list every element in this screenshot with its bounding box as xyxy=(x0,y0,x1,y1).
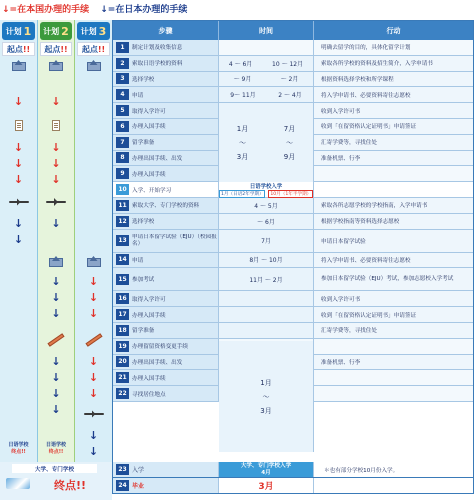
airplane-icon xyxy=(84,410,104,418)
school-entry-caption: 日语学校入学 xyxy=(249,183,283,190)
merged-time-end-a: 3月 xyxy=(236,152,249,161)
school-icon xyxy=(87,60,101,71)
merged-time-2 xyxy=(219,341,314,452)
blue-arrow-icon: ↓ xyxy=(51,275,61,288)
plan-1-start-mark: !! xyxy=(22,44,31,54)
pencil-icon xyxy=(47,333,64,347)
step-number: 8 xyxy=(116,152,129,163)
table-row xyxy=(113,40,473,56)
action-cell: 参加日本留学试验（EJU）考试，参加志愿校入学考试 xyxy=(314,268,473,290)
step-number: 13 xyxy=(116,235,129,246)
action-cell: 收到入学许可书 xyxy=(314,291,473,306)
school-icon xyxy=(12,60,26,71)
step-number: 5 xyxy=(116,105,129,116)
time-cell xyxy=(219,291,314,306)
blue-arrow-icon: ↓ xyxy=(51,387,61,400)
red-arrow-icon: ↓ xyxy=(51,141,61,154)
blue-arrow-icon: ↓ xyxy=(51,217,61,230)
step-number: 21 xyxy=(116,372,129,383)
time-cell xyxy=(219,462,314,477)
blue-arrow-icon: ↓ xyxy=(51,403,61,416)
step-number: 9 xyxy=(116,168,129,179)
table-row xyxy=(112,478,474,494)
plan-1-header[interactable] xyxy=(2,22,35,40)
step-label: 寻找居住地点 xyxy=(132,391,166,398)
table-row xyxy=(113,307,473,323)
merged-time-2-start: 1月 xyxy=(260,378,272,387)
action-cell: 收到「在留资格认定证明书」申请签证 xyxy=(314,307,473,322)
plan-2-column xyxy=(38,20,75,500)
time-cell: ～ 6月 xyxy=(219,214,314,229)
entry-month: 4月 xyxy=(261,469,271,476)
step-label: 办理入国手续 xyxy=(132,124,166,131)
action-cell xyxy=(314,339,473,354)
school-entry-months xyxy=(219,190,313,198)
step-label: 办理入国手续 xyxy=(132,312,166,319)
plan-1-footer xyxy=(1,442,36,455)
action-cell: 收到入学许可书 xyxy=(314,103,473,118)
plan-3-start xyxy=(77,42,110,56)
step-number: 22 xyxy=(116,388,129,399)
time-cell xyxy=(219,87,314,102)
time-cell: 7月 xyxy=(219,230,314,252)
graduation-label: 大学、专门学校 xyxy=(12,464,97,473)
plans-area xyxy=(0,20,112,500)
step-label: 参加考试 xyxy=(132,277,155,284)
action-cell xyxy=(314,478,473,493)
merged-time-end-b: 9月 xyxy=(283,152,296,161)
plan-1-number: 1 xyxy=(23,24,32,38)
step-label: 取得入学许可 xyxy=(132,108,166,115)
red-arrow-icon: ↓ xyxy=(13,173,24,186)
merged-time-start-b: 7月 xyxy=(283,124,296,133)
header-step: 步骤 xyxy=(113,21,219,40)
table-row xyxy=(113,72,473,88)
red-arrow-icon: ↓ xyxy=(88,387,99,400)
table-row xyxy=(113,214,473,230)
finish-label: 终点!! xyxy=(53,479,87,492)
action-cell: 准备机票、行李 xyxy=(314,151,473,166)
action-cell: ＊也有部分学校10月份入学。 xyxy=(314,462,473,477)
plan-2-header[interactable] xyxy=(40,22,72,40)
red-arrow-icon: ↓ xyxy=(51,157,61,170)
action-cell: 根据学校指南等资料选择志愿校 xyxy=(314,214,473,229)
action-cell xyxy=(314,386,473,401)
airplane-icon xyxy=(9,198,29,206)
time-cell: 3月 xyxy=(219,478,314,493)
action-cell: 申请日本留学试验 xyxy=(314,230,473,252)
procedure-table xyxy=(112,20,474,482)
plan-3-label: 计划 xyxy=(80,26,97,36)
action-cell: 明确去留学的目的，具体化留学计划 xyxy=(314,40,473,55)
step-number: 6 xyxy=(116,121,129,132)
header-time: 时间 xyxy=(219,21,314,40)
airplane-icon xyxy=(46,198,66,206)
table-row xyxy=(113,268,473,291)
step-number: 19 xyxy=(116,341,129,352)
step-number: 20 xyxy=(116,356,129,367)
plan-2-number: 2 xyxy=(61,24,69,38)
legend xyxy=(2,2,187,16)
plan-2-label: 计划 xyxy=(43,26,60,36)
school-icon xyxy=(49,256,63,267)
table-row xyxy=(113,182,473,198)
document-icon xyxy=(15,120,23,131)
step-number: 12 xyxy=(116,216,129,227)
pencil-icon xyxy=(85,333,102,347)
school-month-b: 10月（1年半学期） xyxy=(270,191,312,197)
step-number: 15 xyxy=(116,274,129,285)
merged-time-1 xyxy=(219,103,314,182)
blue-arrow-icon: ↓ xyxy=(88,429,99,442)
time-a: 4 ～ 6月 xyxy=(228,60,253,68)
blue-arrow-icon: ↓ xyxy=(13,233,24,246)
step-number: 11 xyxy=(116,200,129,211)
plan-1-footer-label: 日语学校 xyxy=(8,442,29,448)
step-label: 申请 xyxy=(132,92,144,99)
action-cell: 汇寄学费等，寻找住处 xyxy=(314,323,473,338)
red-arrow-icon: ↓ xyxy=(88,371,99,384)
step-label: 办理留留资格变更手续 xyxy=(132,344,188,351)
action-cell: 索取各所学校的资料及招生简介，入学申请书 xyxy=(314,56,473,71)
blue-arrow-icon: ↓ xyxy=(51,307,61,320)
action-cell: 汇寄学费等，寻找住处 xyxy=(314,135,473,150)
action-cell: 索取各所志愿学校的学校指南，入学申请书 xyxy=(314,198,473,213)
step-number: 16 xyxy=(116,293,129,304)
action-cell xyxy=(314,182,473,197)
red-arrow-icon: ↓ xyxy=(88,275,99,288)
step-label: 索取大学、专门学校的资料 xyxy=(132,203,200,210)
school-month-a: 1月（日语2年学期） xyxy=(221,191,264,197)
table-row xyxy=(113,230,473,253)
time-cell: 4 ～ 5月 xyxy=(219,198,314,213)
step-label: 选择学校 xyxy=(132,76,155,83)
red-arrow-icon: ↓ xyxy=(51,173,61,186)
table-row xyxy=(113,323,473,339)
plan-3-number: 3 xyxy=(98,24,107,38)
blue-arrow-icon: ↓ xyxy=(51,371,61,384)
plan-3-start-mark: !! xyxy=(97,44,106,54)
step-number: 23 xyxy=(116,464,129,475)
step-number: 24 xyxy=(116,480,129,491)
action-cell: 将入学申请书、必要资料寄往志愿校 xyxy=(314,253,473,268)
school-icon xyxy=(87,256,101,267)
red-arrow-icon: ↓ xyxy=(13,141,24,154)
plan-2-footer-label: 日语学校 xyxy=(45,442,66,448)
time-cell: 11月 ～ 2月 xyxy=(219,268,314,290)
step-label: 办理入国手续 xyxy=(132,375,166,382)
plan-3-start-label: 起点 xyxy=(81,44,98,54)
step-label: 毕业 xyxy=(132,483,145,490)
table-row xyxy=(113,291,473,307)
plan-2-start-mark: !! xyxy=(60,44,68,54)
blue-arrow-icon: ↓ xyxy=(51,291,61,304)
step-label: 申请日本留学试验（EJU）（校园报名） xyxy=(132,233,217,247)
time-cell xyxy=(219,307,314,322)
celebration-banner-icon xyxy=(6,478,30,489)
red-arrow-icon: ↓ xyxy=(51,95,61,108)
time-cell xyxy=(219,72,314,87)
merged-time-2-end: 3月 xyxy=(260,406,272,415)
step-label: 入学、开始学习 xyxy=(132,187,172,194)
table-row xyxy=(113,56,473,72)
blue-arrow-icon: ↓ xyxy=(13,217,24,230)
plan-2-start-label: 起点 xyxy=(44,44,61,54)
plan-1-label: 计划 xyxy=(5,26,22,36)
step-label: 索取日语学校的资料 xyxy=(132,61,183,68)
plan-1-footer-sub: 终点!! xyxy=(11,448,26,455)
time-b: ～ 2月 xyxy=(280,76,299,84)
step-label: 取得入学许可 xyxy=(132,296,166,303)
plan-1-start-label: 起点 xyxy=(6,44,23,54)
step-label: 选择学校 xyxy=(132,219,155,226)
plan-2-start xyxy=(40,42,72,56)
step-label: 留学准备 xyxy=(132,328,155,335)
plan-1-start xyxy=(2,42,35,56)
entry-caption: 大学、专门学校入学 xyxy=(240,462,292,469)
step-number: 18 xyxy=(116,325,129,336)
time-cell xyxy=(219,323,314,338)
document-icon xyxy=(52,120,60,131)
bottom-plans xyxy=(0,462,112,500)
red-arrow-icon: ↓ xyxy=(88,307,99,320)
plan-3-header[interactable] xyxy=(77,22,110,40)
time-b: 2 ～ 4月 xyxy=(278,92,302,100)
red-arrow-icon: ↓ xyxy=(13,157,24,170)
step-label: 制定计划及收集信息 xyxy=(132,45,183,52)
step-number: 3 xyxy=(116,73,129,84)
step-number: 17 xyxy=(116,309,129,320)
action-cell: 收到「在留资格认定证明书」申请签证 xyxy=(314,119,473,134)
red-arrow-icon: ↓ xyxy=(13,95,24,108)
step-number: 4 xyxy=(116,89,129,100)
action-cell: 准备机票、行李 xyxy=(314,355,473,370)
step-number: 1 xyxy=(116,42,129,53)
legend-home-country: ↓=在本国办理的手续 xyxy=(2,5,90,15)
step-label: 入学 xyxy=(132,467,145,474)
step-label: 办理出国手续、出发 xyxy=(132,155,183,162)
action-cell xyxy=(314,370,473,385)
legend-japan: ↓=在日本办理的手续 xyxy=(100,5,188,15)
step-label: 办理入国手续 xyxy=(132,171,166,178)
action-cell: 根据资料选择学校和所学课程 xyxy=(314,72,473,87)
action-cell: 将入学申请书、必要资料寄往志愿校 xyxy=(314,87,473,102)
table-row xyxy=(113,87,473,103)
step-label: 留学准备 xyxy=(132,140,155,147)
plan-2-footer-sub: 终点!! xyxy=(48,448,64,455)
step-label: 办理出国手续、出发 xyxy=(132,359,183,366)
header-action: 行动 xyxy=(386,26,401,35)
time-a: 9～ 11月 xyxy=(230,92,256,100)
merged-time-start-a: 1月 xyxy=(236,124,249,133)
merged-time-wave: ～ xyxy=(286,138,293,147)
blue-arrow-icon: ↓ xyxy=(51,355,61,368)
table-row xyxy=(113,198,473,214)
time-b: 10 ～ 12月 xyxy=(272,60,304,68)
table-row xyxy=(113,253,473,269)
school-icon xyxy=(49,60,63,71)
time-cell xyxy=(219,182,314,197)
plan-2-footer xyxy=(39,442,73,455)
merged-time-2-wave: ～ xyxy=(262,392,270,401)
time-a: ～ 9月 xyxy=(233,76,252,84)
bottom-section xyxy=(0,462,474,500)
plan-1-column xyxy=(0,20,38,500)
red-arrow-icon: ↓ xyxy=(88,291,99,304)
step-number: 14 xyxy=(116,254,129,265)
step-label: 申请 xyxy=(132,257,144,264)
step-number: 10 xyxy=(116,184,129,195)
merged-time-wave: ～ xyxy=(239,138,246,147)
table-header xyxy=(113,21,473,40)
step-number: 7 xyxy=(116,137,129,148)
red-arrow-icon: ↓ xyxy=(88,355,99,368)
time-cell xyxy=(219,56,314,71)
plan-3-column xyxy=(75,20,112,500)
table-row xyxy=(112,462,474,478)
time-cell xyxy=(219,40,314,55)
time-cell: 8月 ～ 10月 xyxy=(219,253,314,268)
action-cell xyxy=(314,166,473,181)
step-number: 2 xyxy=(116,58,129,69)
blue-arrow-icon: ↓ xyxy=(88,445,99,458)
